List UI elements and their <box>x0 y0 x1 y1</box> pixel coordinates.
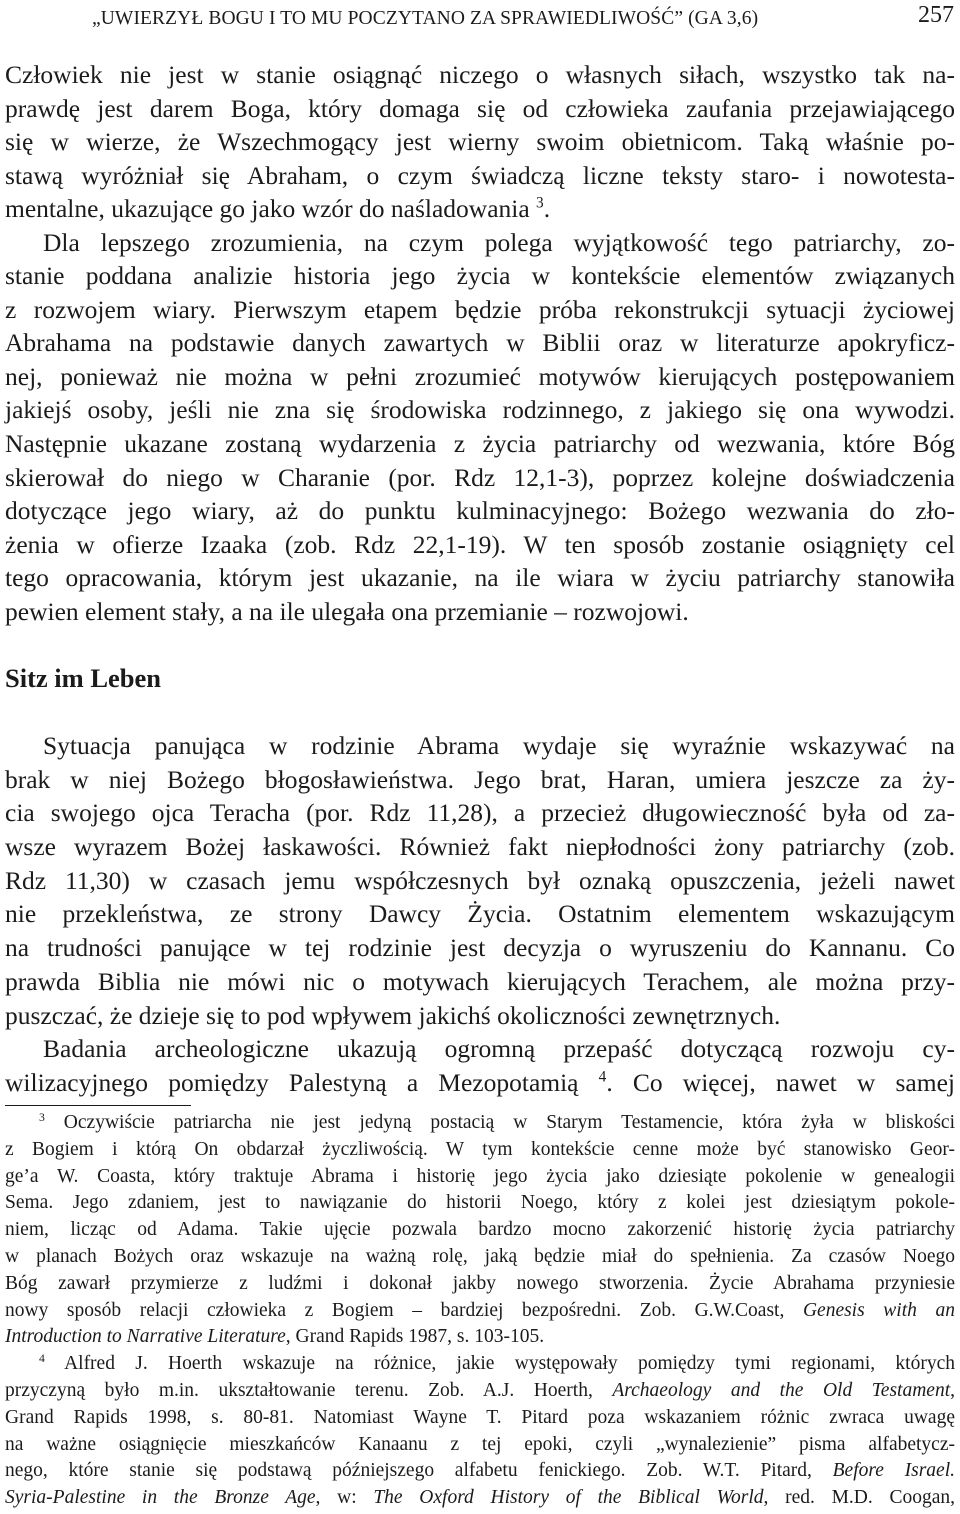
text-line <box>5 461 955 495</box>
text-run: tego opracowania, którym jest ukazanie, na ile wiara w życiu patriarchy stanowiła <box>5 563 955 593</box>
italic-title: Introduction to Narrative Literature <box>5 1326 286 1348</box>
text-run: , w: <box>315 1487 374 1509</box>
text-line <box>5 999 955 1033</box>
italic-title: Genesis with an <box>802 1299 955 1321</box>
text-run: prawdę jest darem Boga, który domaga się od człowieka zaufania przejawiającego <box>5 93 955 123</box>
text-run: na ważne osiągnięcie mieszkańców Kanaanu z tej epoki, czyli „wynalezienie” pisma alfabetycz- <box>5 1433 955 1455</box>
text-line <box>5 1458 955 1485</box>
text-line <box>5 931 955 965</box>
italic-title: Before Israel. <box>832 1460 955 1482</box>
text-run: Dla lepszego zrozumienia, na czym polega wyjątkowość tego patriarchy, zo- <box>43 227 955 257</box>
text-run: mentalne, ukazujące go jako wzór do naśladowania <box>5 194 537 224</box>
section-heading: Sitz im Leben <box>5 663 162 693</box>
text-run: ge’a W. Coasta, który traktuje Abrama i historię jego życia jako dziesiąte pokolenie w genealogii <box>5 1165 955 1187</box>
text-run: Oczywiście patriarcha nie jest jedyną postacią w Starym Testamencie, która żyła w bliskości <box>44 1112 955 1133</box>
text-line <box>5 1244 955 1271</box>
footnote-ref: 3 <box>39 1110 45 1124</box>
footnotes <box>5 1110 955 1512</box>
text-line <box>5 1110 955 1137</box>
text-run: wilizacyjnego pomiędzy Palestyną a Mezopotamią <box>5 1067 599 1097</box>
text-line <box>5 1164 955 1191</box>
paragraph <box>5 58 955 226</box>
text-run: stawą wyróżniał się Abraham, o czym świadczą liczne teksty staro- i nowotesta- <box>5 160 955 190</box>
text-run: Abrahama na podstawie danych zawartych w Biblii oraz w literaturze apokryficz- <box>5 328 955 358</box>
text-run: Człowiek nie jest w stanie osiągnąć niczego o własnych siłach, wszystko tak na- <box>5 60 955 89</box>
footnote-separator <box>5 1105 191 1106</box>
footnote-ref: 4 <box>39 1351 45 1365</box>
footnote-ref: 3 <box>536 194 544 212</box>
text-line <box>5 528 955 562</box>
text-line <box>5 58 955 92</box>
footnote <box>5 1351 955 1512</box>
text-run: nej, ponieważ nie można w pełni zrozumieć motywów kierujących postępowaniem <box>5 361 955 391</box>
italic-title: The Oxford History of the Biblical World <box>373 1487 764 1509</box>
text-run: przyczyną było m.in. ukształtowanie terenu. Zob. A.J. Hoerth, <box>5 1379 613 1401</box>
text-line <box>5 561 955 595</box>
body-text-top <box>5 58 955 628</box>
italic-title: Syria-Palestine in the Bronze Age <box>5 1487 316 1509</box>
text-run: się w wierze, że Wszechmogący jest wierny swoim obietnicom. Taką właśnie po- <box>5 127 955 157</box>
footnote <box>5 1110 955 1351</box>
text-run: , red. M.D. Coogan, <box>763 1487 956 1509</box>
text-run: żenia w ofierze Izaaka (zob. Rdz 22,1-19). W ten sposób zostanie osiągnięty cel <box>5 529 955 559</box>
text-run: prawda Biblia nie mówi nic o motywach kierujących Terachem, ale można przy- <box>5 966 955 996</box>
paragraph <box>5 226 955 629</box>
text-run: cia swojego ojca Teracha (por. Rdz 11,28), a przecież długowieczność była od za- <box>5 798 955 828</box>
text-run: brak w niej Bożego błogosławieństwa. Jego brat, Haran, umiera jeszcze za ży- <box>5 764 955 794</box>
text-run: , <box>950 1379 955 1401</box>
text-line <box>5 729 955 763</box>
text-line <box>5 864 955 898</box>
text-line <box>5 1217 955 1244</box>
text-line <box>5 192 955 226</box>
text-run: na trudności panujące w tej rodzinie jest decyzja o wyruszeniu do Kannanu. Co <box>5 933 955 963</box>
text-run: Sema. Jego zdaniem, jest to nawiązanie do historii Noego, który z kolei jest dziesiątym pokole- <box>5 1192 955 1214</box>
text-line <box>5 1378 955 1405</box>
text-line <box>5 1066 955 1100</box>
text-run: stanie poddana analizie historia jego życia w kontekście elementów związanych <box>5 261 955 291</box>
text-run: Sytuacja panująca w rodzinie Abrama wydaje się wyraźnie wskazywać na <box>43 731 955 760</box>
text-run: Bóg zawarł przymierze z ludźmi i dokonał jakby nowego stworzenia. Życie Abrahama przyniesie <box>5 1272 955 1294</box>
text-line <box>5 1298 955 1325</box>
text-line <box>5 1351 955 1378</box>
footnote-ref: 4 <box>598 1068 607 1086</box>
text-line <box>5 293 955 327</box>
text-line <box>5 1405 955 1432</box>
text-run: dotyczące jego wiary, aż do punktu kulminacyjnego: Bożego wezwania do zło- <box>5 496 955 526</box>
text-line <box>5 259 955 293</box>
text-run: nie przekleństwa, ze strony Dawcy Życia. Ostatnim elementem wskazującym <box>5 899 955 929</box>
text-line <box>5 494 955 528</box>
text-run: puszczać, że dzieje się to pod wpływem jakichś okoliczności zewnętrznych. <box>5 1000 781 1030</box>
running-title: „UWIERZYŁ BOGU I TO MU POCZYTANO ZA SPRAWIEDLIWOŚĆ” (GA 3,6) <box>92 8 759 29</box>
text-run: w planach Bożych oraz wskazuje na ważną rolę, jaką będzie miał do spełnienia. Za czasów Noego <box>5 1245 955 1267</box>
text-run: jakiejś osoby, jeśli nie zna się środowiska rodzinnego, z jakiego się ona wywodzi. <box>5 395 955 425</box>
running-header <box>0 0 960 40</box>
text-run: , Grand Rapids 1987, s. 103-105. <box>285 1326 545 1348</box>
text-line <box>5 897 955 931</box>
paragraph <box>5 729 955 1032</box>
text-line <box>5 159 955 193</box>
text-line <box>5 830 955 864</box>
text-run: z rozwojem wiary. Pierwszym etapem będzie próba rekonstrukcji sytuacji życiowej <box>5 294 955 324</box>
text-line <box>5 796 955 830</box>
text-line <box>5 1271 955 1298</box>
text-run: . <box>543 194 551 224</box>
text-line <box>5 595 955 629</box>
text-line <box>5 1137 955 1164</box>
text-line <box>5 1432 955 1459</box>
text-line <box>5 1324 955 1351</box>
text-run: wsze wyrazem Bożej łaskawości. Również fakt niepłodności żony patriarchy (zob. <box>5 832 955 862</box>
body-text-bottom <box>5 729 955 1100</box>
text-run: nego, które stanie się podstawą późniejszego alfabetu fenickiego. Zob. W.T. Pitard, <box>5 1460 833 1482</box>
page-number: 257 <box>918 2 954 28</box>
text-line <box>5 427 955 461</box>
text-run: nowy sposób relacji człowieka z Bogiem – bardziej bezpośredni. Zob. G.W.Coast, <box>5 1299 803 1321</box>
text-line <box>5 226 955 260</box>
text-run: z Bogiem i którą On obdarzał życzliwością. W tym kontekście cenne może być stanowisko Geor- <box>5 1138 955 1160</box>
text-line <box>5 125 955 159</box>
text-line <box>5 360 955 394</box>
text-run: Alfred J. Hoerth wskazuje na różnice, jakie występowały pomiędzy tymi regionami, których <box>44 1353 955 1375</box>
paragraph <box>5 1032 955 1099</box>
text-run: Grand Rapids 1998, s. 80-81. Natomiast Wayne T. Pitard poza wskazaniem różnic zwraca uwagę <box>5 1406 955 1428</box>
text-run: skierował do niego w Charanie (por. Rdz 12,1-3), poprzez kolejne doświadczenia <box>5 462 955 492</box>
text-line <box>5 763 955 797</box>
text-run: pewien element stały, a na ile ulegała ona przemianie – rozwojowi. <box>5 596 689 626</box>
text-run: Następnie ukazane zostaną wydarzenia z życia patriarchy od wezwania, które Bóg <box>5 429 955 459</box>
text-run: . Co więcej, nawet w samej <box>606 1067 955 1097</box>
text-line <box>5 393 955 427</box>
text-run: niem, licząc od Adama. Takie ujęcie pozwala bardzo mocno zakorzenić historię życia patriarchy <box>5 1219 955 1241</box>
text-run: Rdz 11,30) w czasach jemu współczesnych był oznaką opuszczenia, jeżeli nawet <box>5 865 955 895</box>
italic-title: Archaeology and the Old Testament <box>612 1379 951 1401</box>
text-line <box>5 1485 955 1512</box>
text-line <box>5 1190 955 1217</box>
text-line <box>5 1032 955 1066</box>
text-line <box>5 92 955 126</box>
text-run: Badania archeologiczne ukazują ogromną przepaść dotyczącą rozwoju cy- <box>43 1034 955 1064</box>
text-line <box>5 326 955 360</box>
text-line <box>5 965 955 999</box>
